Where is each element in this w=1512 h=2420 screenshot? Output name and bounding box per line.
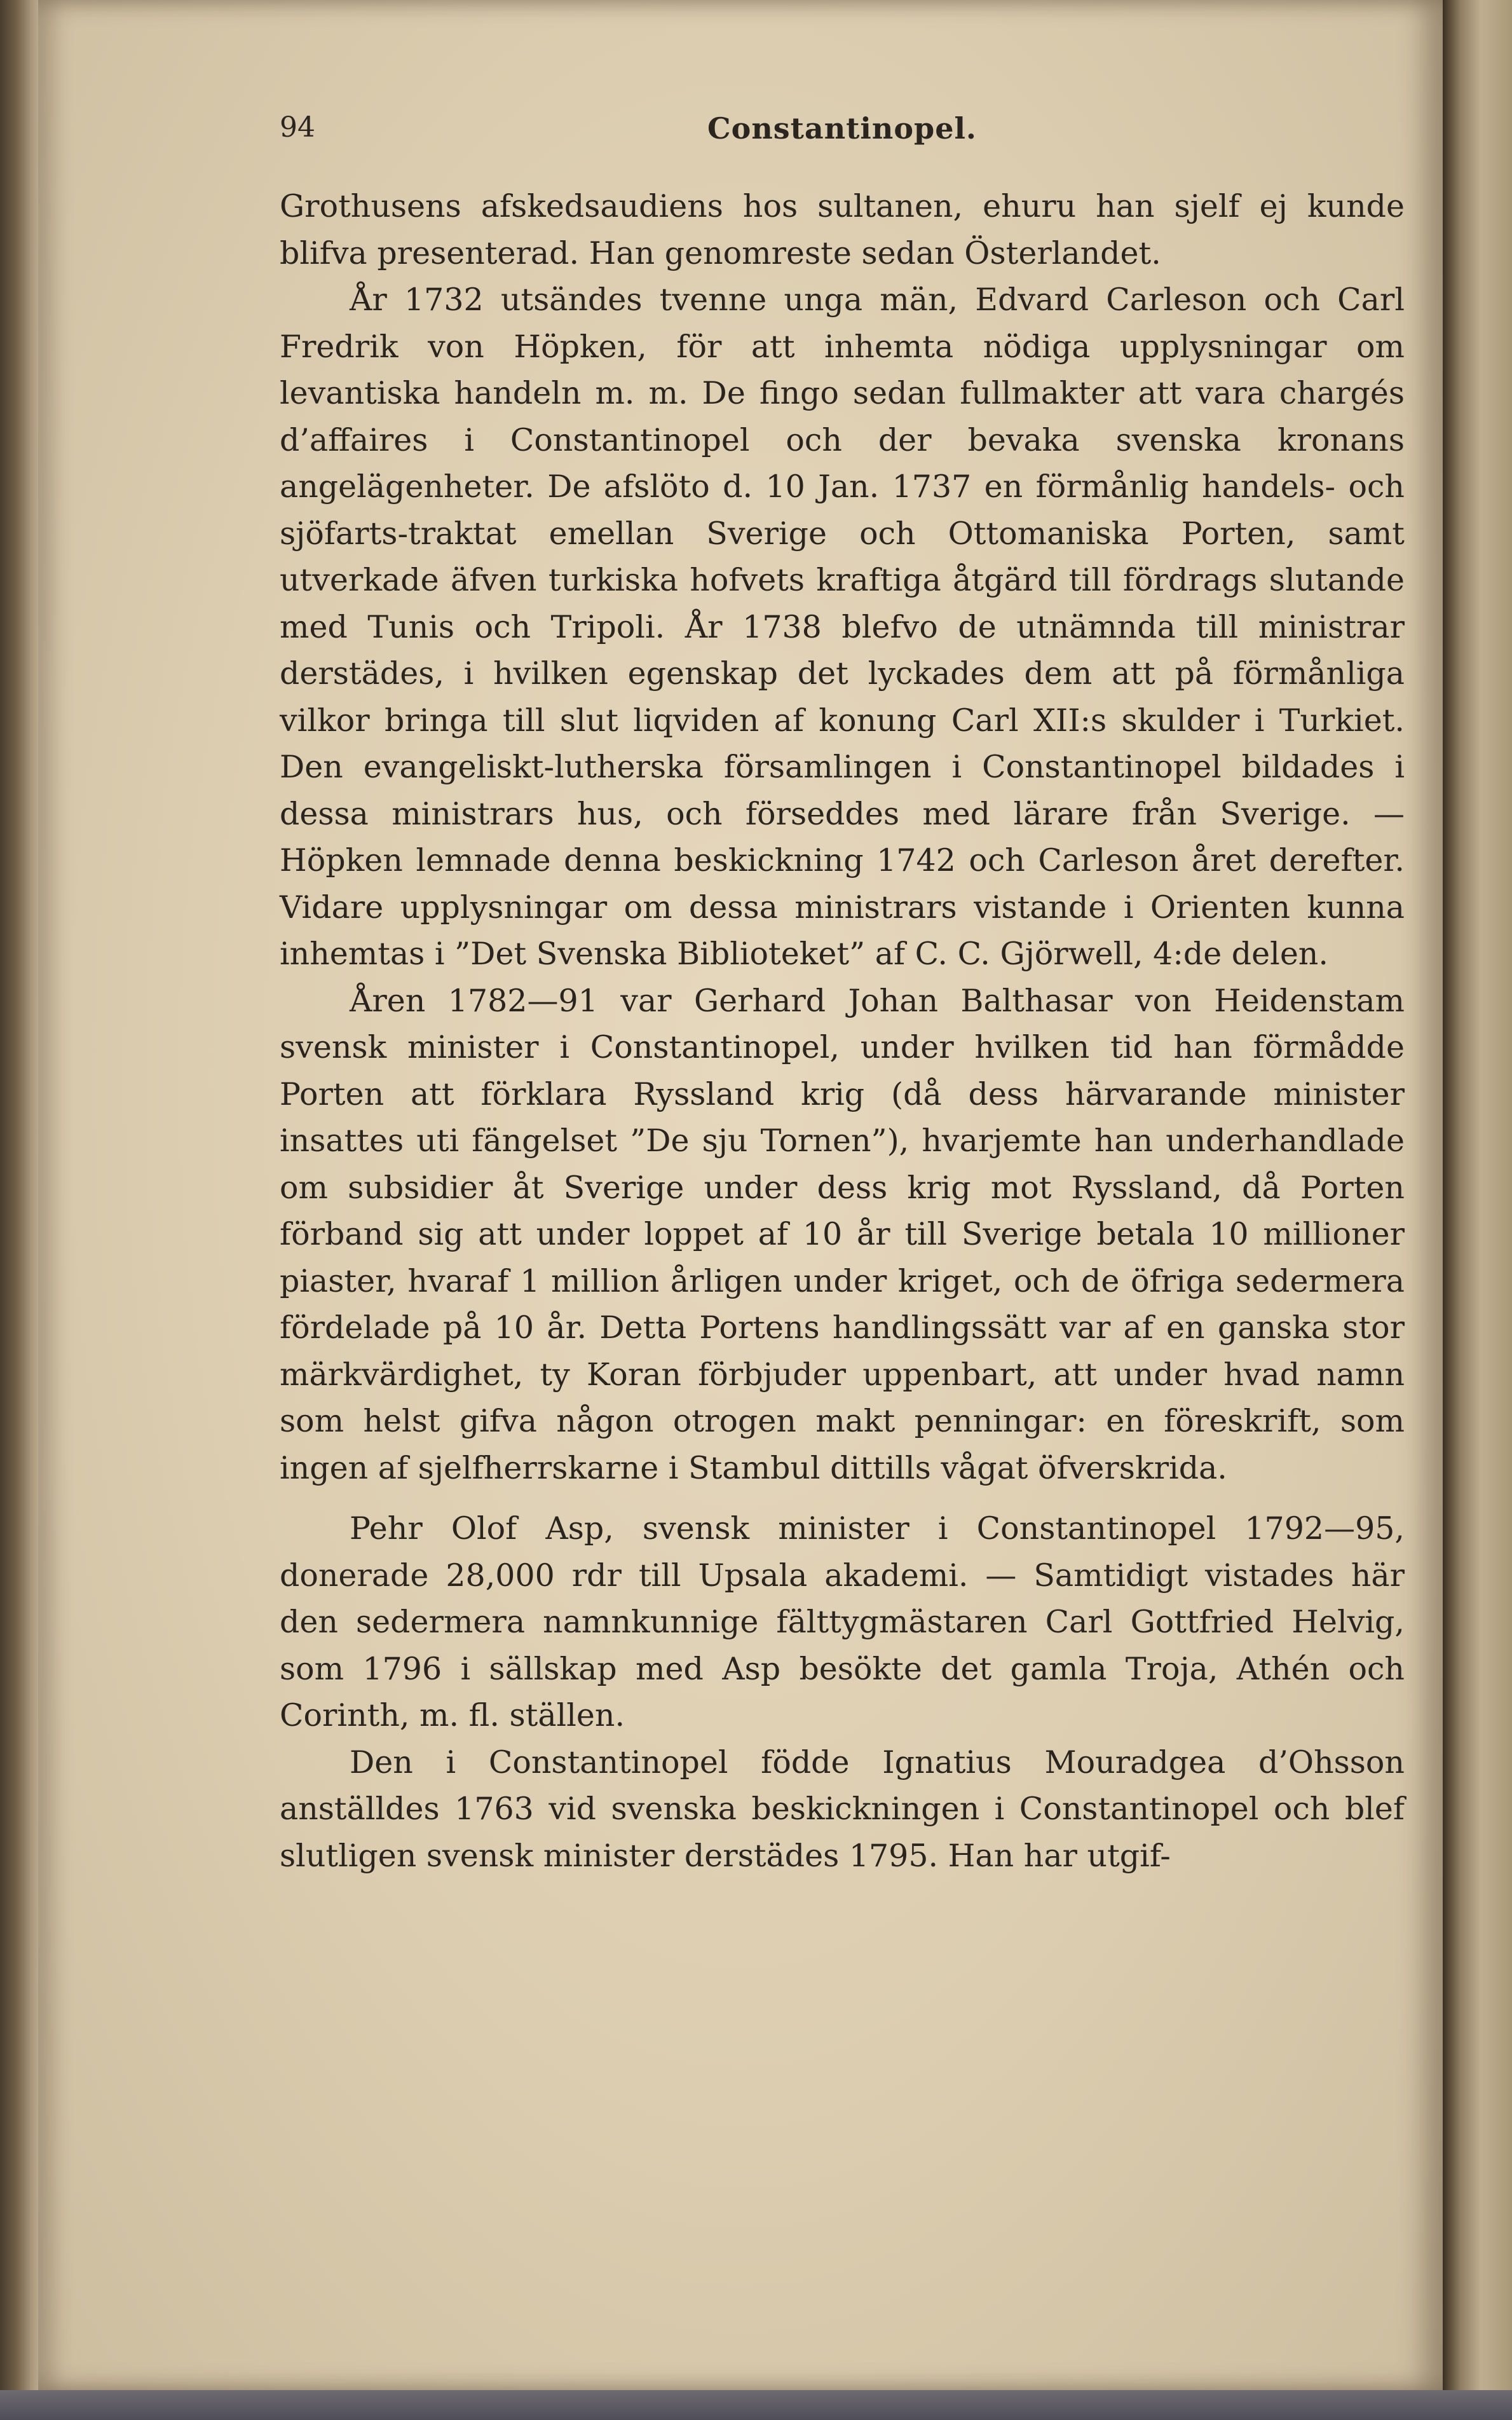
running-title: Constantinopel. (707, 111, 977, 146)
body-text (280, 183, 1405, 1879)
running-header (280, 111, 1405, 162)
page-number: 94 (280, 111, 315, 144)
page-edge (1443, 0, 1512, 2420)
paragraph-4: Pehr Olof Asp, svensk minister i Constantinopel 1792—95, donerade 28,000 rdr till Upsala akademi. — Samtidigt vistades här den sedermera namnkunnige fälttygmästaren Carl Gottfried Helvig, som 1796 i sällskap med Asp besökte det gamla Troja, Athén och Corinth, m. fl. ställen. (280, 1510, 1405, 1733)
bottom-binding (0, 2390, 1512, 2420)
paragraph-1: Grothusens afskedsaudiens hos sultanen, ehuru han sjelf ej kunde blifva presenterad. Han genomreste sedan Österlandet. (280, 188, 1405, 271)
paragraph-5: Den i Constantinopel födde Ignatius Mouradgea d’Ohsson anställdes 1763 vid svenska beskickningen i Constantinopel och blef slutligen svensk minister derstädes 1795. Han har utgif- (280, 1744, 1405, 1874)
paragraph-3: Åren 1782—91 var Gerhard Johan Balthasar von Heidenstam svensk minister i Constantinopel, under hvilken tid han förmådde Porten att förklara Ryssland krig (då dess härvarande minister insattes uti fängelset ”De sju Tornen”), hvarjemte han underhandlade om subsidier åt Sverige under dess krig mot Ryssland, då Porten förband sig att under loppet af 10 år till Sverige betala 10 millioner piaster, hvaraf 1 million årligen under kriget, och de öfriga sedermera fördelade på 10 år. Detta Portens handlingssätt var af en ganska stor märkvärdighet, ty Koran förbjuder uppenbart, att under hvad namn som helst gifva någon otrogen makt penningar: en föreskrift, som ingen af sjelfherrskarne i Stambul dittills vågat öfverskrida. (280, 982, 1405, 1486)
paragraph-2: År 1732 utsändes tvenne unga män, Edvard Carleson och Carl Fredrik von Höpken, för att inhemta nödiga upplysningar om levantiska handeln m. m. De fingo sedan fullmakter att vara chargés d’affaires i Constantinopel och der bevaka svenska kronans angelägenheter. De afslöto d. 10 Jan. 1737 en förmånlig handels- och sjöfarts-traktat emellan Sverige och Ottomaniska Porten, samt utverkade äfven turkiska hofvets kraftiga åtgärd till fördrags slutande med Tunis och Tripoli. År 1738 blefvo de utnämnda till ministrar derstädes, i hvilken egenskap det lyckades dem att på förmånliga vilkor bringa till slut liqviden af konung Carl XII:s skulder i Turkiet. Den evangeliskt-lutherska församlingen i Constantinopel bildades i dessa ministrars hus, och förseddes med lärare från Sverige. — Höpken lemnade denna beskickning 1742 och Carleson året derefter. Vidare upplysningar om dessa ministrars vistande i Orienten kunna inhemtas i ”Det Svenska Biblioteket” af C. C. Gjörwell, 4:de delen. (280, 282, 1405, 972)
